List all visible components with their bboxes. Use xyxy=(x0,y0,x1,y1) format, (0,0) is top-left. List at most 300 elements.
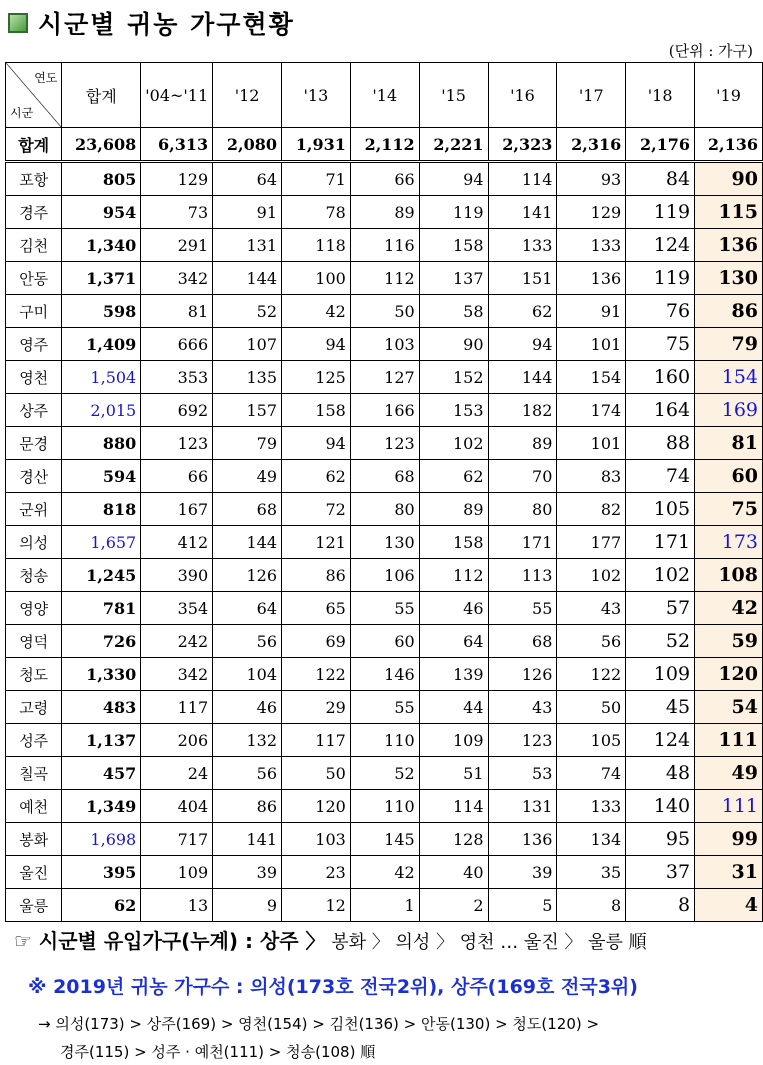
cell: 354 xyxy=(141,592,213,625)
cell: 141 xyxy=(213,823,282,856)
cell: 45 xyxy=(626,691,695,724)
table-row xyxy=(6,823,763,856)
table-row xyxy=(6,394,763,427)
row-name: 청도 xyxy=(6,658,62,691)
cell: 483 xyxy=(62,691,141,724)
page-title-text: 시군별 귀농 가구현황 xyxy=(38,10,295,39)
cell: 153 xyxy=(419,394,488,427)
cell: 169 xyxy=(695,394,763,427)
cell: 133 xyxy=(557,790,626,823)
cell: 131 xyxy=(488,790,557,823)
cell: 1,657 xyxy=(62,526,141,559)
footer-ranking-bold: ☞ 시군별 유입가구(누계) : 상주 〉 xyxy=(14,929,326,953)
cell: 598 xyxy=(62,295,141,328)
cell: 145 xyxy=(350,823,419,856)
cell: 1 xyxy=(350,889,419,922)
cell: 42 xyxy=(350,856,419,889)
cell: 5 xyxy=(488,889,557,922)
cell: 68 xyxy=(488,625,557,658)
cell: 52 xyxy=(213,295,282,328)
cell: 158 xyxy=(282,394,351,427)
cell: 86 xyxy=(213,790,282,823)
cell: 109 xyxy=(626,658,695,691)
cell: 90 xyxy=(419,328,488,361)
cell: 116 xyxy=(350,229,419,262)
cell: 64 xyxy=(213,592,282,625)
row-name: 포항 xyxy=(6,162,62,196)
cell: 2,323 xyxy=(488,128,557,162)
cell: 54 xyxy=(695,691,763,724)
cell: 83 xyxy=(557,460,626,493)
table-row xyxy=(6,328,763,361)
cell: 110 xyxy=(350,790,419,823)
footer-2019-order-2: 경주(115) > 성주 · 예천(111) > 청송(108) 順 xyxy=(60,1043,376,1061)
cell: 114 xyxy=(419,790,488,823)
cell: 48 xyxy=(626,757,695,790)
footer-ranking-line xyxy=(14,925,647,954)
green-square-icon xyxy=(8,13,28,33)
table-row xyxy=(6,856,763,889)
page-title xyxy=(8,6,295,40)
cell: 390 xyxy=(141,559,213,592)
table-row xyxy=(6,196,763,229)
cell: 182 xyxy=(488,394,557,427)
cell: 2,176 xyxy=(626,128,695,162)
cell: 160 xyxy=(626,361,695,394)
cell: 1,137 xyxy=(62,724,141,757)
cell: 152 xyxy=(419,361,488,394)
cell: 4 xyxy=(695,889,763,922)
cell: 12 xyxy=(282,889,351,922)
cell: 57 xyxy=(626,592,695,625)
cell: 412 xyxy=(141,526,213,559)
row-name: 울진 xyxy=(6,856,62,889)
cell: 111 xyxy=(695,790,763,823)
cell: 89 xyxy=(419,493,488,526)
cell: 31 xyxy=(695,856,763,889)
cell: 114 xyxy=(488,162,557,196)
unit-label: (단위 : 가구) xyxy=(668,42,753,60)
table-row xyxy=(6,262,763,295)
footer-2019-order-1: → 의성(173) > 상주(169) > 영천(154) > 김천(136) > 안동(130) > 청도(120) > xyxy=(38,1015,600,1033)
cell: 108 xyxy=(695,559,763,592)
cell: 91 xyxy=(213,196,282,229)
col-header: 합계 xyxy=(62,63,141,128)
cell: 154 xyxy=(557,361,626,394)
cell: 69 xyxy=(282,625,351,658)
cell: 52 xyxy=(350,757,419,790)
col-header: '18 xyxy=(626,63,695,128)
cell: 66 xyxy=(350,162,419,196)
col-header: '15 xyxy=(419,63,488,128)
cell: 173 xyxy=(695,526,763,559)
cell: 46 xyxy=(213,691,282,724)
cell: 594 xyxy=(62,460,141,493)
cell: 2,015 xyxy=(62,394,141,427)
row-name: 고령 xyxy=(6,691,62,724)
cell: 95 xyxy=(626,823,695,856)
corner-cell xyxy=(6,63,62,128)
cell: 880 xyxy=(62,427,141,460)
col-header: '14 xyxy=(350,63,419,128)
cell: 107 xyxy=(213,328,282,361)
cell: 46 xyxy=(419,592,488,625)
cell: 154 xyxy=(695,361,763,394)
cell: 128 xyxy=(419,823,488,856)
cell: 79 xyxy=(695,328,763,361)
cell: 110 xyxy=(350,724,419,757)
table-row xyxy=(6,790,763,823)
cell: 101 xyxy=(557,328,626,361)
row-name: 김천 xyxy=(6,229,62,262)
cell: 717 xyxy=(141,823,213,856)
cell: 157 xyxy=(213,394,282,427)
table-row xyxy=(6,427,763,460)
cell: 123 xyxy=(488,724,557,757)
cell: 52 xyxy=(626,625,695,658)
cell: 94 xyxy=(419,162,488,196)
cell: 151 xyxy=(488,262,557,295)
cell: 117 xyxy=(141,691,213,724)
row-name: 영덕 xyxy=(6,625,62,658)
cell: 123 xyxy=(350,427,419,460)
cell: 43 xyxy=(557,592,626,625)
cell: 56 xyxy=(213,757,282,790)
row-name: 영양 xyxy=(6,592,62,625)
cell: 144 xyxy=(488,361,557,394)
cell: 144 xyxy=(213,262,282,295)
cell: 40 xyxy=(419,856,488,889)
cell: 1,349 xyxy=(62,790,141,823)
cell: 74 xyxy=(626,460,695,493)
cell: 102 xyxy=(557,559,626,592)
cell: 51 xyxy=(419,757,488,790)
table-row xyxy=(6,724,763,757)
cell: 49 xyxy=(695,757,763,790)
col-header: '04~'11 xyxy=(141,63,213,128)
cell: 103 xyxy=(350,328,419,361)
data-table xyxy=(5,62,763,922)
cell: 1,931 xyxy=(282,128,351,162)
cell: 692 xyxy=(141,394,213,427)
cell: 68 xyxy=(350,460,419,493)
cell: 158 xyxy=(419,526,488,559)
row-name: 울릉 xyxy=(6,889,62,922)
cell: 135 xyxy=(213,361,282,394)
cell: 119 xyxy=(626,196,695,229)
cell: 139 xyxy=(419,658,488,691)
cell: 43 xyxy=(488,691,557,724)
cell: 42 xyxy=(695,592,763,625)
cell: 89 xyxy=(350,196,419,229)
cell: 120 xyxy=(282,790,351,823)
cell: 105 xyxy=(557,724,626,757)
cell: 291 xyxy=(141,229,213,262)
cell: 50 xyxy=(282,757,351,790)
cell: 102 xyxy=(626,559,695,592)
cell: 457 xyxy=(62,757,141,790)
row-name: 의성 xyxy=(6,526,62,559)
table-row xyxy=(6,757,763,790)
cell: 134 xyxy=(557,823,626,856)
row-name: 청송 xyxy=(6,559,62,592)
col-header: '17 xyxy=(557,63,626,128)
cell: 805 xyxy=(62,162,141,196)
row-name: 군위 xyxy=(6,493,62,526)
cell: 55 xyxy=(350,592,419,625)
cell: 56 xyxy=(213,625,282,658)
cell: 50 xyxy=(557,691,626,724)
cell: 395 xyxy=(62,856,141,889)
corner-top-label: 연도 xyxy=(34,71,58,85)
cell: 121 xyxy=(282,526,351,559)
cell: 2,112 xyxy=(350,128,419,162)
cell: 56 xyxy=(557,625,626,658)
cell: 62 xyxy=(282,460,351,493)
cell: 342 xyxy=(141,658,213,691)
table-row xyxy=(6,658,763,691)
col-header: '16 xyxy=(488,63,557,128)
col-header: '13 xyxy=(282,63,351,128)
cell: 109 xyxy=(419,724,488,757)
cell: 105 xyxy=(626,493,695,526)
table-row xyxy=(6,460,763,493)
cell: 141 xyxy=(488,196,557,229)
cell: 111 xyxy=(695,724,763,757)
cell: 130 xyxy=(695,262,763,295)
cell: 62 xyxy=(62,889,141,922)
cell: 64 xyxy=(419,625,488,658)
cell: 90 xyxy=(695,162,763,196)
cell: 76 xyxy=(626,295,695,328)
cell: 44 xyxy=(419,691,488,724)
cell: 81 xyxy=(141,295,213,328)
cell: 123 xyxy=(141,427,213,460)
cell: 119 xyxy=(419,196,488,229)
cell: 125 xyxy=(282,361,351,394)
cell: 112 xyxy=(350,262,419,295)
cell: 75 xyxy=(626,328,695,361)
footer-ranking-rest: 봉화 〉 의성 〉 영천 … 울진 〉 울릉 順 xyxy=(325,932,647,953)
cell: 2,221 xyxy=(419,128,488,162)
cell: 29 xyxy=(282,691,351,724)
cell: 68 xyxy=(213,493,282,526)
table-row xyxy=(6,493,763,526)
cell: 88 xyxy=(626,427,695,460)
cell: 39 xyxy=(213,856,282,889)
cell: 94 xyxy=(488,328,557,361)
cell: 53 xyxy=(488,757,557,790)
cell: 94 xyxy=(282,328,351,361)
cell: 80 xyxy=(488,493,557,526)
cell: 2,316 xyxy=(557,128,626,162)
cell: 113 xyxy=(488,559,557,592)
cell: 167 xyxy=(141,493,213,526)
cell: 84 xyxy=(626,162,695,196)
cell: 122 xyxy=(557,658,626,691)
row-name: 영주 xyxy=(6,328,62,361)
table-row xyxy=(6,526,763,559)
cell: 404 xyxy=(141,790,213,823)
cell: 206 xyxy=(141,724,213,757)
cell: 86 xyxy=(695,295,763,328)
cell: 137 xyxy=(419,262,488,295)
cell: 342 xyxy=(141,262,213,295)
cell: 124 xyxy=(626,724,695,757)
cell: 2 xyxy=(419,889,488,922)
cell: 89 xyxy=(488,427,557,460)
cell: 8 xyxy=(557,889,626,922)
cell: 99 xyxy=(695,823,763,856)
cell: 353 xyxy=(141,361,213,394)
row-name: 경산 xyxy=(6,460,62,493)
cell: 130 xyxy=(350,526,419,559)
row-name: 영천 xyxy=(6,361,62,394)
cell: 1,504 xyxy=(62,361,141,394)
cell: 133 xyxy=(488,229,557,262)
cell: 79 xyxy=(213,427,282,460)
cell: 104 xyxy=(213,658,282,691)
cell: 140 xyxy=(626,790,695,823)
cell: 100 xyxy=(282,262,351,295)
cell: 120 xyxy=(695,658,763,691)
cell: 74 xyxy=(557,757,626,790)
cell: 35 xyxy=(557,856,626,889)
cell: 59 xyxy=(695,625,763,658)
cell: 60 xyxy=(350,625,419,658)
table-row xyxy=(6,295,763,328)
cell: 1,409 xyxy=(62,328,141,361)
cell: 2,136 xyxy=(695,128,763,162)
cell: 954 xyxy=(62,196,141,229)
row-name: 상주 xyxy=(6,394,62,427)
cell: 23 xyxy=(282,856,351,889)
table-row xyxy=(6,592,763,625)
cell: 50 xyxy=(350,295,419,328)
cell: 91 xyxy=(557,295,626,328)
cell: 66 xyxy=(141,460,213,493)
table-row xyxy=(6,229,763,262)
cell: 37 xyxy=(626,856,695,889)
cell: 119 xyxy=(626,262,695,295)
cell: 64 xyxy=(213,162,282,196)
cell: 55 xyxy=(488,592,557,625)
cell: 78 xyxy=(282,196,351,229)
row-name: 봉화 xyxy=(6,823,62,856)
cell: 106 xyxy=(350,559,419,592)
table-row xyxy=(6,889,763,922)
cell: 2,080 xyxy=(213,128,282,162)
cell: 171 xyxy=(626,526,695,559)
cell: 42 xyxy=(282,295,351,328)
cell: 103 xyxy=(282,823,351,856)
cell: 72 xyxy=(282,493,351,526)
cell: 158 xyxy=(419,229,488,262)
cell: 136 xyxy=(695,229,763,262)
row-name: 경주 xyxy=(6,196,62,229)
cell: 129 xyxy=(557,196,626,229)
cell: 726 xyxy=(62,625,141,658)
corner-bottom-label: 시군 xyxy=(10,106,34,120)
cell: 81 xyxy=(695,427,763,460)
cell: 93 xyxy=(557,162,626,196)
cell: 174 xyxy=(557,394,626,427)
cell: 117 xyxy=(282,724,351,757)
cell: 115 xyxy=(695,196,763,229)
cell: 58 xyxy=(419,295,488,328)
cell: 101 xyxy=(557,427,626,460)
cell: 109 xyxy=(141,856,213,889)
cell: 818 xyxy=(62,493,141,526)
table-row xyxy=(6,625,763,658)
cell: 80 xyxy=(350,493,419,526)
cell: 126 xyxy=(213,559,282,592)
cell: 129 xyxy=(141,162,213,196)
cell: 242 xyxy=(141,625,213,658)
row-name: 문경 xyxy=(6,427,62,460)
cell: 136 xyxy=(557,262,626,295)
footer-2019-summary: ※ 2019년 귀농 가구수 : 의성(173호 전국2위), 상주(169호 전국3위) xyxy=(28,976,638,998)
cell: 146 xyxy=(350,658,419,691)
cell: 164 xyxy=(626,394,695,427)
cell: 666 xyxy=(141,328,213,361)
cell: 124 xyxy=(626,229,695,262)
cell: 112 xyxy=(419,559,488,592)
cell: 39 xyxy=(488,856,557,889)
cell: 55 xyxy=(350,691,419,724)
col-header: '19 xyxy=(695,63,763,128)
cell: 1,340 xyxy=(62,229,141,262)
cell: 13 xyxy=(141,889,213,922)
cell: 144 xyxy=(213,526,282,559)
row-name: 합계 xyxy=(6,128,62,162)
row-name: 칠곡 xyxy=(6,757,62,790)
cell: 73 xyxy=(141,196,213,229)
cell: 1,698 xyxy=(62,823,141,856)
cell: 166 xyxy=(350,394,419,427)
cell: 133 xyxy=(557,229,626,262)
cell: 132 xyxy=(213,724,282,757)
row-name: 안동 xyxy=(6,262,62,295)
cell: 177 xyxy=(557,526,626,559)
cell: 60 xyxy=(695,460,763,493)
cell: 118 xyxy=(282,229,351,262)
cell: 94 xyxy=(282,427,351,460)
cell: 71 xyxy=(282,162,351,196)
cell: 1,371 xyxy=(62,262,141,295)
cell: 1,330 xyxy=(62,658,141,691)
cell: 8 xyxy=(626,889,695,922)
row-name: 예천 xyxy=(6,790,62,823)
row-name: 성주 xyxy=(6,724,62,757)
cell: 136 xyxy=(488,823,557,856)
cell: 126 xyxy=(488,658,557,691)
cell: 86 xyxy=(282,559,351,592)
sum-row xyxy=(6,128,763,162)
table-row xyxy=(6,361,763,394)
cell: 23,608 xyxy=(62,128,141,162)
cell: 122 xyxy=(282,658,351,691)
cell: 62 xyxy=(419,460,488,493)
table-row xyxy=(6,162,763,196)
header-row xyxy=(6,63,763,128)
cell: 1,245 xyxy=(62,559,141,592)
col-header: '12 xyxy=(213,63,282,128)
cell: 70 xyxy=(488,460,557,493)
table-row xyxy=(6,691,763,724)
cell: 75 xyxy=(695,493,763,526)
cell: 9 xyxy=(213,889,282,922)
